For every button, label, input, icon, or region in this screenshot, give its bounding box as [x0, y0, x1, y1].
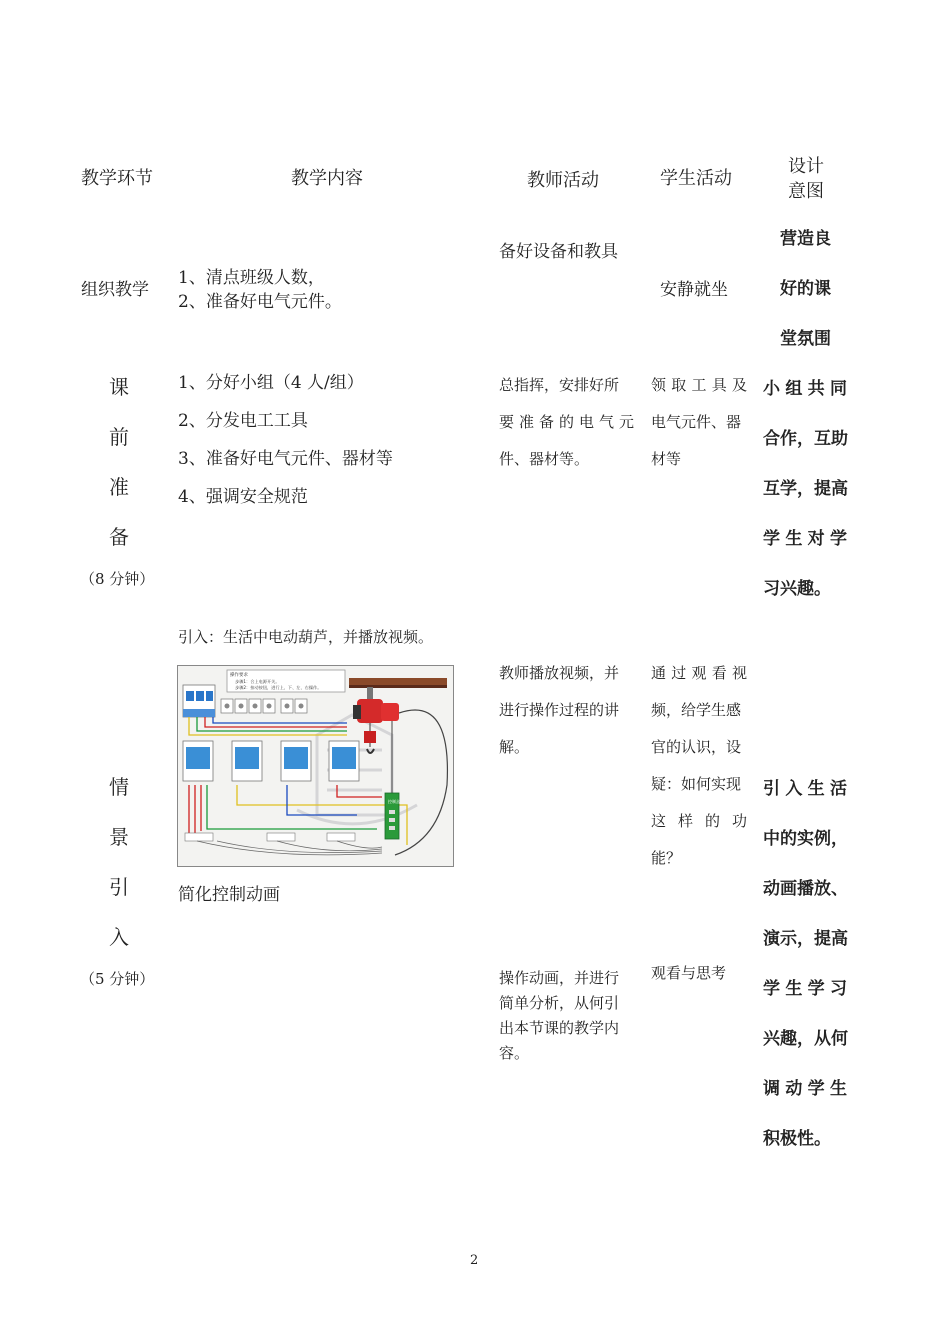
- intro-teacher-b-4: 容。: [499, 1044, 530, 1062]
- prep-content-1: 1、分好小组（4 人/组）: [178, 373, 364, 393]
- intro-teacher-a-3: 解。: [499, 738, 530, 756]
- organize-content-1: 1、清点班级人数，: [178, 268, 325, 288]
- intro-student-a-1: 通过观看视: [651, 664, 747, 682]
- intro-teacher-a: [499, 655, 634, 766]
- diagram-note-line2: 步骤2：按动按钮，进行上、下、左、右操作。: [235, 685, 322, 690]
- intro-teacher-b-1: 操作动画，并进行: [499, 969, 620, 987]
- intro-teacher-a-1: 教师播放视频，并: [499, 664, 620, 682]
- intro-student-a-6: 能？: [651, 849, 682, 867]
- intro-student-a-5: 这样的功: [651, 812, 747, 830]
- intro-student-a-2: 频，给学生感: [651, 701, 742, 719]
- intro-stage-char-4: 入: [109, 925, 129, 949]
- prep-content-3: 3、准备好电气元件、器材等: [178, 449, 393, 469]
- prep-design: [763, 364, 847, 614]
- header-student: 学生活动: [660, 168, 732, 189]
- hoist-control-diagram: [177, 665, 454, 867]
- control-box-label: 控制盒: [388, 799, 400, 804]
- header-design-line1: 设计: [788, 156, 824, 177]
- intro-stage-char-2: 景: [109, 825, 129, 849]
- organize-design-1: 营造良: [780, 229, 831, 249]
- prep-teacher-1: 总指挥，安排好所: [499, 376, 620, 394]
- intro-time: （5 分钟）: [80, 970, 155, 988]
- intro-design-6: 兴趣，从何: [763, 1029, 848, 1049]
- intro-design-4: 演示，提高: [763, 929, 848, 949]
- intro-student-a-4: 疑：如何实现: [651, 775, 742, 793]
- intro-design: [763, 764, 847, 1164]
- intro-teacher-b-3: 出本节课的教学内: [499, 1019, 620, 1037]
- prep-stage-char-3: 准: [109, 475, 129, 499]
- intro-student-a: [651, 655, 747, 877]
- prep-teacher-2: 要准备的电气元: [499, 413, 634, 431]
- prep-design-5: 习兴趣。: [763, 579, 831, 599]
- prep-design-4: 学生对学: [763, 529, 847, 549]
- organize-content-2: 2、准备好电气元件。: [178, 292, 342, 312]
- prep-stage: [99, 362, 139, 562]
- intro-design-5: 学生学习: [763, 979, 847, 999]
- header-design-line2: 意图: [788, 181, 824, 202]
- organize-stage: 组织教学: [81, 280, 149, 300]
- prep-design-1: 小组共同: [763, 379, 847, 399]
- intro-teacher-b: [499, 966, 634, 1066]
- organize-design-2: 好的课: [780, 279, 831, 299]
- page-number: 2: [470, 1253, 479, 1268]
- intro-design-7: 调动学生: [763, 1079, 847, 1099]
- intro-design-3: 动画播放、: [763, 879, 848, 899]
- organize-teacher: 备好设备和教具: [499, 242, 618, 262]
- prep-stage-char-4: 备: [109, 525, 129, 549]
- intro-design-2: 中的实例，: [763, 829, 848, 849]
- diagram-caption: 简化控制动画: [178, 885, 280, 905]
- prep-stage-char-2: 前: [109, 425, 129, 449]
- organize-design: [780, 214, 870, 364]
- intro-teacher-a-2: 进行操作过程的讲: [499, 701, 620, 719]
- control-box-icon: [385, 793, 400, 839]
- header-teacher: 教师活动: [527, 170, 599, 191]
- header-content: 教学内容: [291, 168, 363, 189]
- intro-stage-char-3: 引: [109, 875, 129, 899]
- prep-teacher-3: 件、器材等。: [499, 450, 590, 468]
- prep-content-2: 2、分发电工工具: [178, 411, 308, 431]
- intro-stage-char-1: 情: [109, 775, 129, 799]
- header-stage: 教学环节: [81, 168, 153, 189]
- prep-design-3: 互学，提高: [763, 479, 848, 499]
- intro-design-8: 积极性。: [763, 1129, 831, 1149]
- prep-design-2: 合作，互助: [763, 429, 848, 449]
- intro-design-1: 引入生活: [763, 779, 847, 799]
- diagram-note-line1: 步骤1：合上电源开关。: [235, 679, 280, 684]
- organize-student: 安静就坐: [660, 280, 728, 300]
- intro-text: 引入：生活中电动葫芦，并播放视频。: [178, 628, 434, 646]
- intro-teacher-b-2: 简单分析，从何引: [499, 994, 620, 1012]
- intro-student-a-3: 官的认识，设: [651, 738, 742, 756]
- intro-student-b: 观看与思考: [651, 964, 727, 982]
- prep-time: （8 分钟）: [80, 570, 155, 588]
- prep-student-2: 电气元件、器: [651, 413, 742, 431]
- prep-student-1: 领取工具及: [651, 376, 747, 394]
- intro-stage: [99, 762, 139, 962]
- prep-student-3: 材等: [651, 450, 682, 468]
- prep-student: [651, 367, 747, 478]
- diagram-note-title: 操作要求: [230, 673, 248, 678]
- prep-stage-char-1: 课: [109, 375, 129, 399]
- prep-teacher: [499, 367, 634, 478]
- organize-design-3: 堂氛围: [780, 329, 831, 349]
- prep-content-4: 4、强调安全规范: [178, 487, 308, 507]
- breaker-icon: [183, 685, 215, 717]
- prep-content: [178, 364, 393, 516]
